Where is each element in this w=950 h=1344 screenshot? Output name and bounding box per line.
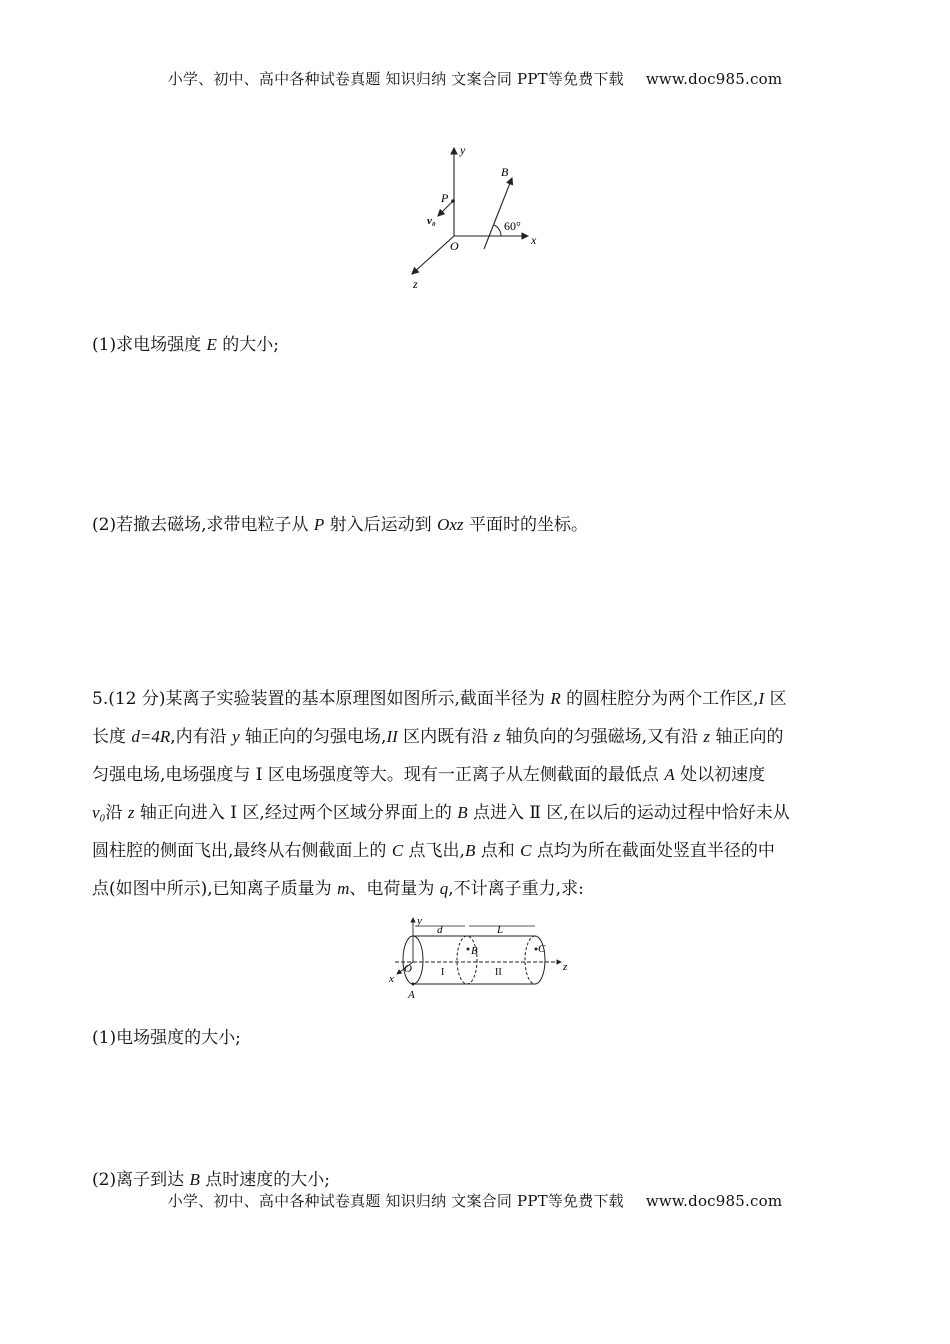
- page-header: [0, 68, 950, 89]
- q5-line5: 圆柱腔的侧面飞出,最终从右侧截面上的 C 点飞出,B 点和 C 点均为所在截面处竖直半径的中: [92, 841, 775, 861]
- label-o: O: [450, 239, 459, 253]
- q5-line6: 点(如图中所示),已知离子质量为 m、电荷量为 q,不计离子重力,求:: [92, 879, 584, 899]
- figure-cylinder: [385, 912, 575, 1002]
- footer-text: 小学、初中、高中各种试卷真题 知识归纳 文案合同 PPT等免费下载: [167, 1192, 624, 1210]
- cyl-label-d: d: [437, 924, 443, 936]
- cyl-label-region1: I: [441, 967, 445, 978]
- header-text: 小学、初中、高中各种试卷真题 知识归纳 文案合同 PPT等免费下载: [167, 70, 624, 88]
- point-p: [451, 199, 455, 203]
- angle-arc: [494, 225, 501, 236]
- q5-problem-text: [92, 680, 862, 908]
- cyl-label-x: x: [389, 973, 394, 985]
- label-b: B: [501, 165, 509, 179]
- q4-part1: (1)求电场强度 E 的大小;: [92, 335, 280, 355]
- label-x: x: [531, 233, 537, 247]
- cyl-label-a: A: [408, 989, 415, 1001]
- q5-line3: 匀强电场,电场强度与 Ⅰ 区电场强度等大。现有一正离子从左侧截面的最低点 A 处以初速度: [92, 765, 766, 785]
- q5-line4: v₀沿 z 轴正向进入 Ⅰ 区,经过两个区域分界面上的 B 点进入 Ⅱ 区,在以后的运动过程中恰好未从: [92, 803, 790, 823]
- label-v0: v₀: [427, 215, 436, 227]
- label-angle: 60°: [504, 219, 521, 233]
- cyl-label-region2: II: [495, 967, 502, 978]
- label-p: P: [441, 191, 449, 205]
- q5-line1: 5.(12 分)某离子实验装置的基本原理图如图所示,截面半径为 R 的圆柱腔分为两个工作区,I 区: [92, 689, 787, 709]
- label-z: z: [413, 277, 418, 291]
- z-axis: [412, 236, 454, 274]
- q4-part2: (2)若撤去磁场,求带电粒子从 P 射入后运动到 Oxz 平面时的坐标。: [92, 515, 588, 535]
- cyl-label-l: L: [497, 924, 504, 936]
- footer-site-link[interactable]: www.doc985.com: [645, 1192, 783, 1210]
- header-site-link[interactable]: www.doc985.com: [645, 70, 783, 88]
- point-b: [467, 948, 470, 951]
- q5-part1: (1)电场强度的大小;: [92, 1028, 241, 1048]
- middle-boundary: [457, 936, 477, 984]
- point-a: [412, 983, 415, 986]
- cyl-label-z: z: [563, 961, 568, 973]
- b-field-line: [484, 178, 512, 249]
- cyl-label-c: C: [538, 943, 546, 955]
- figure-coordinate-axes: [400, 140, 550, 295]
- label-y: y: [460, 143, 466, 157]
- page-footer: [0, 1190, 950, 1211]
- q5-part2: (2)离子到达 B 点时速度的大小;: [92, 1170, 331, 1190]
- cyl-label-y: y: [417, 915, 422, 927]
- q5-line2: 长度 d=4R,内有沿 y 轴正向的匀强电场,II 区内既有沿 z 轴负向的匀强磁场,又有沿 z 轴正向的: [92, 727, 784, 747]
- cyl-label-b: B: [471, 945, 478, 957]
- cyl-label-o: O: [404, 963, 412, 975]
